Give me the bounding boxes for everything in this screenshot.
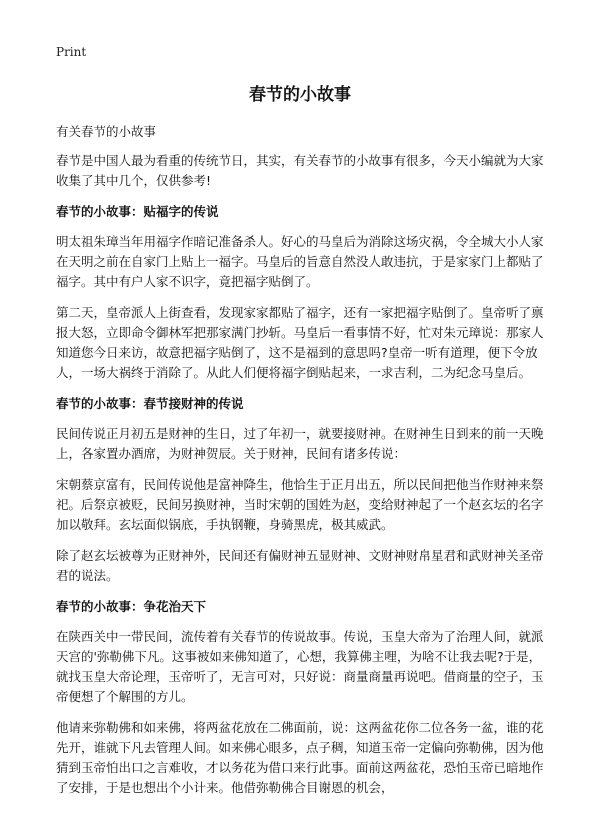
paragraph: 宋朝蔡京富有，民间传说他是富神降生，他恰生于正月出五，所以民间把他当作财神来祭祀。后祭京被贬，民间另换财神，当时宋朝的国姓为赵，变给财神起了一个赵玄坛的名字加以敬拜。玄坛面似锅底，手执钢鞭，身骑黑虎，极其威武。 (56, 477, 544, 532)
paragraph: 除了赵玄坛被尊为正财神外，民间还有偏财神五显财神、文财神财帛星君和武财神关圣帝君的说法。 (56, 548, 544, 583)
page-title: 春节的小故事 (249, 85, 351, 105)
article-body (56, 122, 550, 809)
paragraph: 他请来弥勒佛和如来佛，将两盆花放在二佛面前，说：这两盆花你二位各务一盆，谁的花先开，谁就下凡去管理人间。如来佛心眼多，点子稠，知道玉帝一定偏向弥勒佛，因为他猜到玉帝怕出口之言难收，才以务花为借口来行此事。面前这两盆花，恐怕玉帝已暗地作了安排，于是也想出个小计来。他借弥勒佛合目谢恩的机会， (56, 720, 544, 795)
section-heading-caishen: 春节的小故事：春节接财神的传说 (56, 396, 244, 411)
section-heading-flower: 春节的小故事：争花治天下 (56, 599, 207, 614)
paragraph: 民间传说正月初五是财神的生日，过了年初一，就要接财神。在财神生日到来的前一天晚上，各家置办酒席，为财神贺辰。关于财神，民间有诸多传说： (56, 426, 544, 461)
section-heading-fu: 春节的小故事：贴福字的传说 (56, 204, 219, 219)
paragraph: 第二天，皇帝派人上街查看，发现家家都贴了福字，还有一家把福字贴倒了。皇帝听了禀报大怒，立即命令御林军把那家满门抄斩。马皇后一看事情不好，忙对朱元璋说：那家人知道您今日来访，故意把福字贴倒了，这不是福到的意思吗?皇帝一听有道理，便下令放人，一场大祸终于消除了。从此人们便将福字倒贴起来，一求吉利，二为纪念马皇后。 (56, 305, 544, 380)
print-link[interactable]: Print (56, 45, 87, 59)
paragraph: 在陕西关中一带民间，流传着有关春节的传说故事。传说，玉皇大帝为了治理人间，就派天宫的'弥勒佛下凡。这事被如来佛知道了，心想，我算佛主哩，为啥不让我去呢?于是，就找玉皇大帝论理，玉帝听了，无言可对，只好说：商量商量再说吧。借商量的空子，玉帝便想了个解围的方儿。 (56, 629, 544, 704)
lead-text: 有关春节的小故事 (56, 124, 157, 139)
intro-paragraph: 春节是中国人最为看重的传统节日，其实，有关春节的小故事有很多，今天小编就为大家收集了其中几个，仅供参考! (56, 153, 544, 188)
paragraph: 明太祖朱璋当年用福字作暗记准备杀人。好心的马皇后为消除这场灾祸，令全城大小人家在天明之前在自家门上贴上一福字。马皇后的旨意自然没人敢违抗，于是家家门上都贴了福字。其中有户人家不识字，竟把福字贴倒了。 (56, 234, 544, 289)
